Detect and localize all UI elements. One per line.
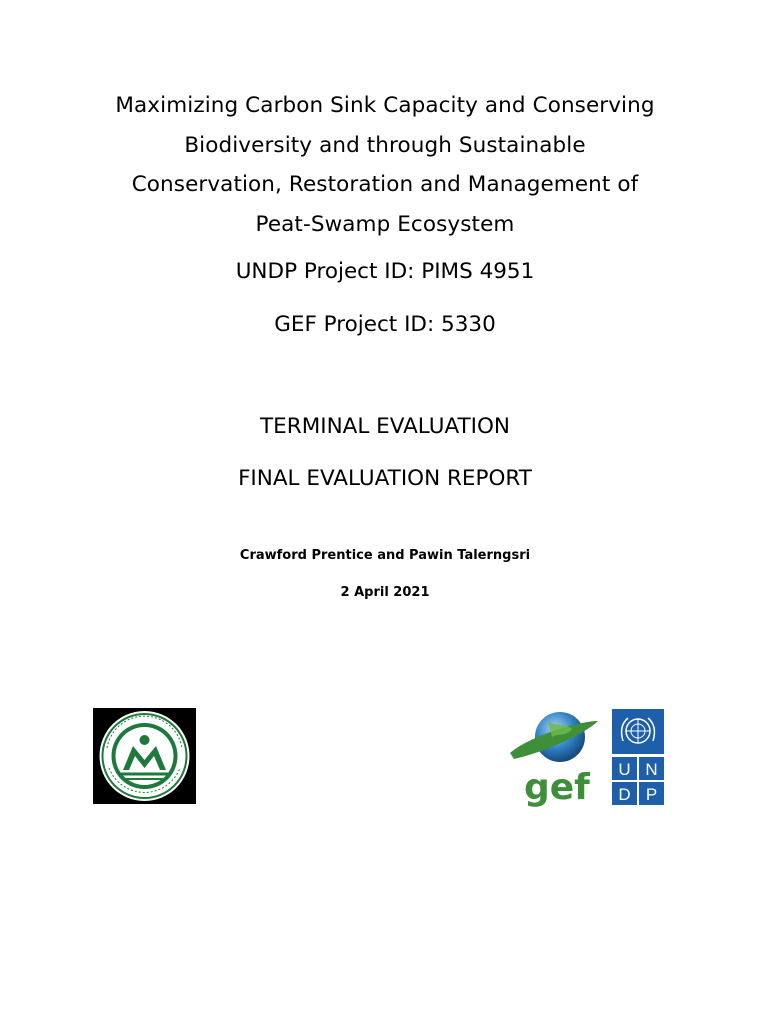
department-seal-logo [93, 708, 196, 804]
report-date: 2 April 2021 [340, 585, 430, 600]
title-line-3: Conservation, Restoration and Management of [131, 172, 639, 197]
globe-icon [508, 707, 600, 807]
undp-project-id: UNDP Project ID: PIMS 4951 [235, 259, 535, 284]
undp-letter-u: U [618, 760, 631, 779]
undp-letter-p: P [645, 785, 658, 804]
undp-emblem-icon [612, 709, 664, 805]
authors: Crawford Prentice and Pawin Talerngsri [239, 548, 531, 563]
seal-icon [93, 708, 196, 804]
gef-wordmark: gef [524, 767, 590, 807]
report-type: FINAL EVALUATION REPORT [238, 466, 532, 491]
title-line-2: Biodiversity and through Sustainable [184, 132, 586, 158]
undp-letter-d: D [618, 785, 631, 804]
evaluation-type: TERMINAL EVALUATION [260, 414, 510, 439]
document-title [60, 86, 710, 244]
gef-project-id: GEF Project ID: 5330 [274, 312, 496, 337]
undp-logo [612, 709, 664, 805]
title-line-4: Peat-Swamp Ecosystem [255, 211, 515, 237]
title-line-1: Maximizing Carbon Sink Capacity and Conserving [115, 93, 655, 118]
gef-logo [508, 707, 600, 807]
undp-letter-n: N [645, 760, 658, 779]
